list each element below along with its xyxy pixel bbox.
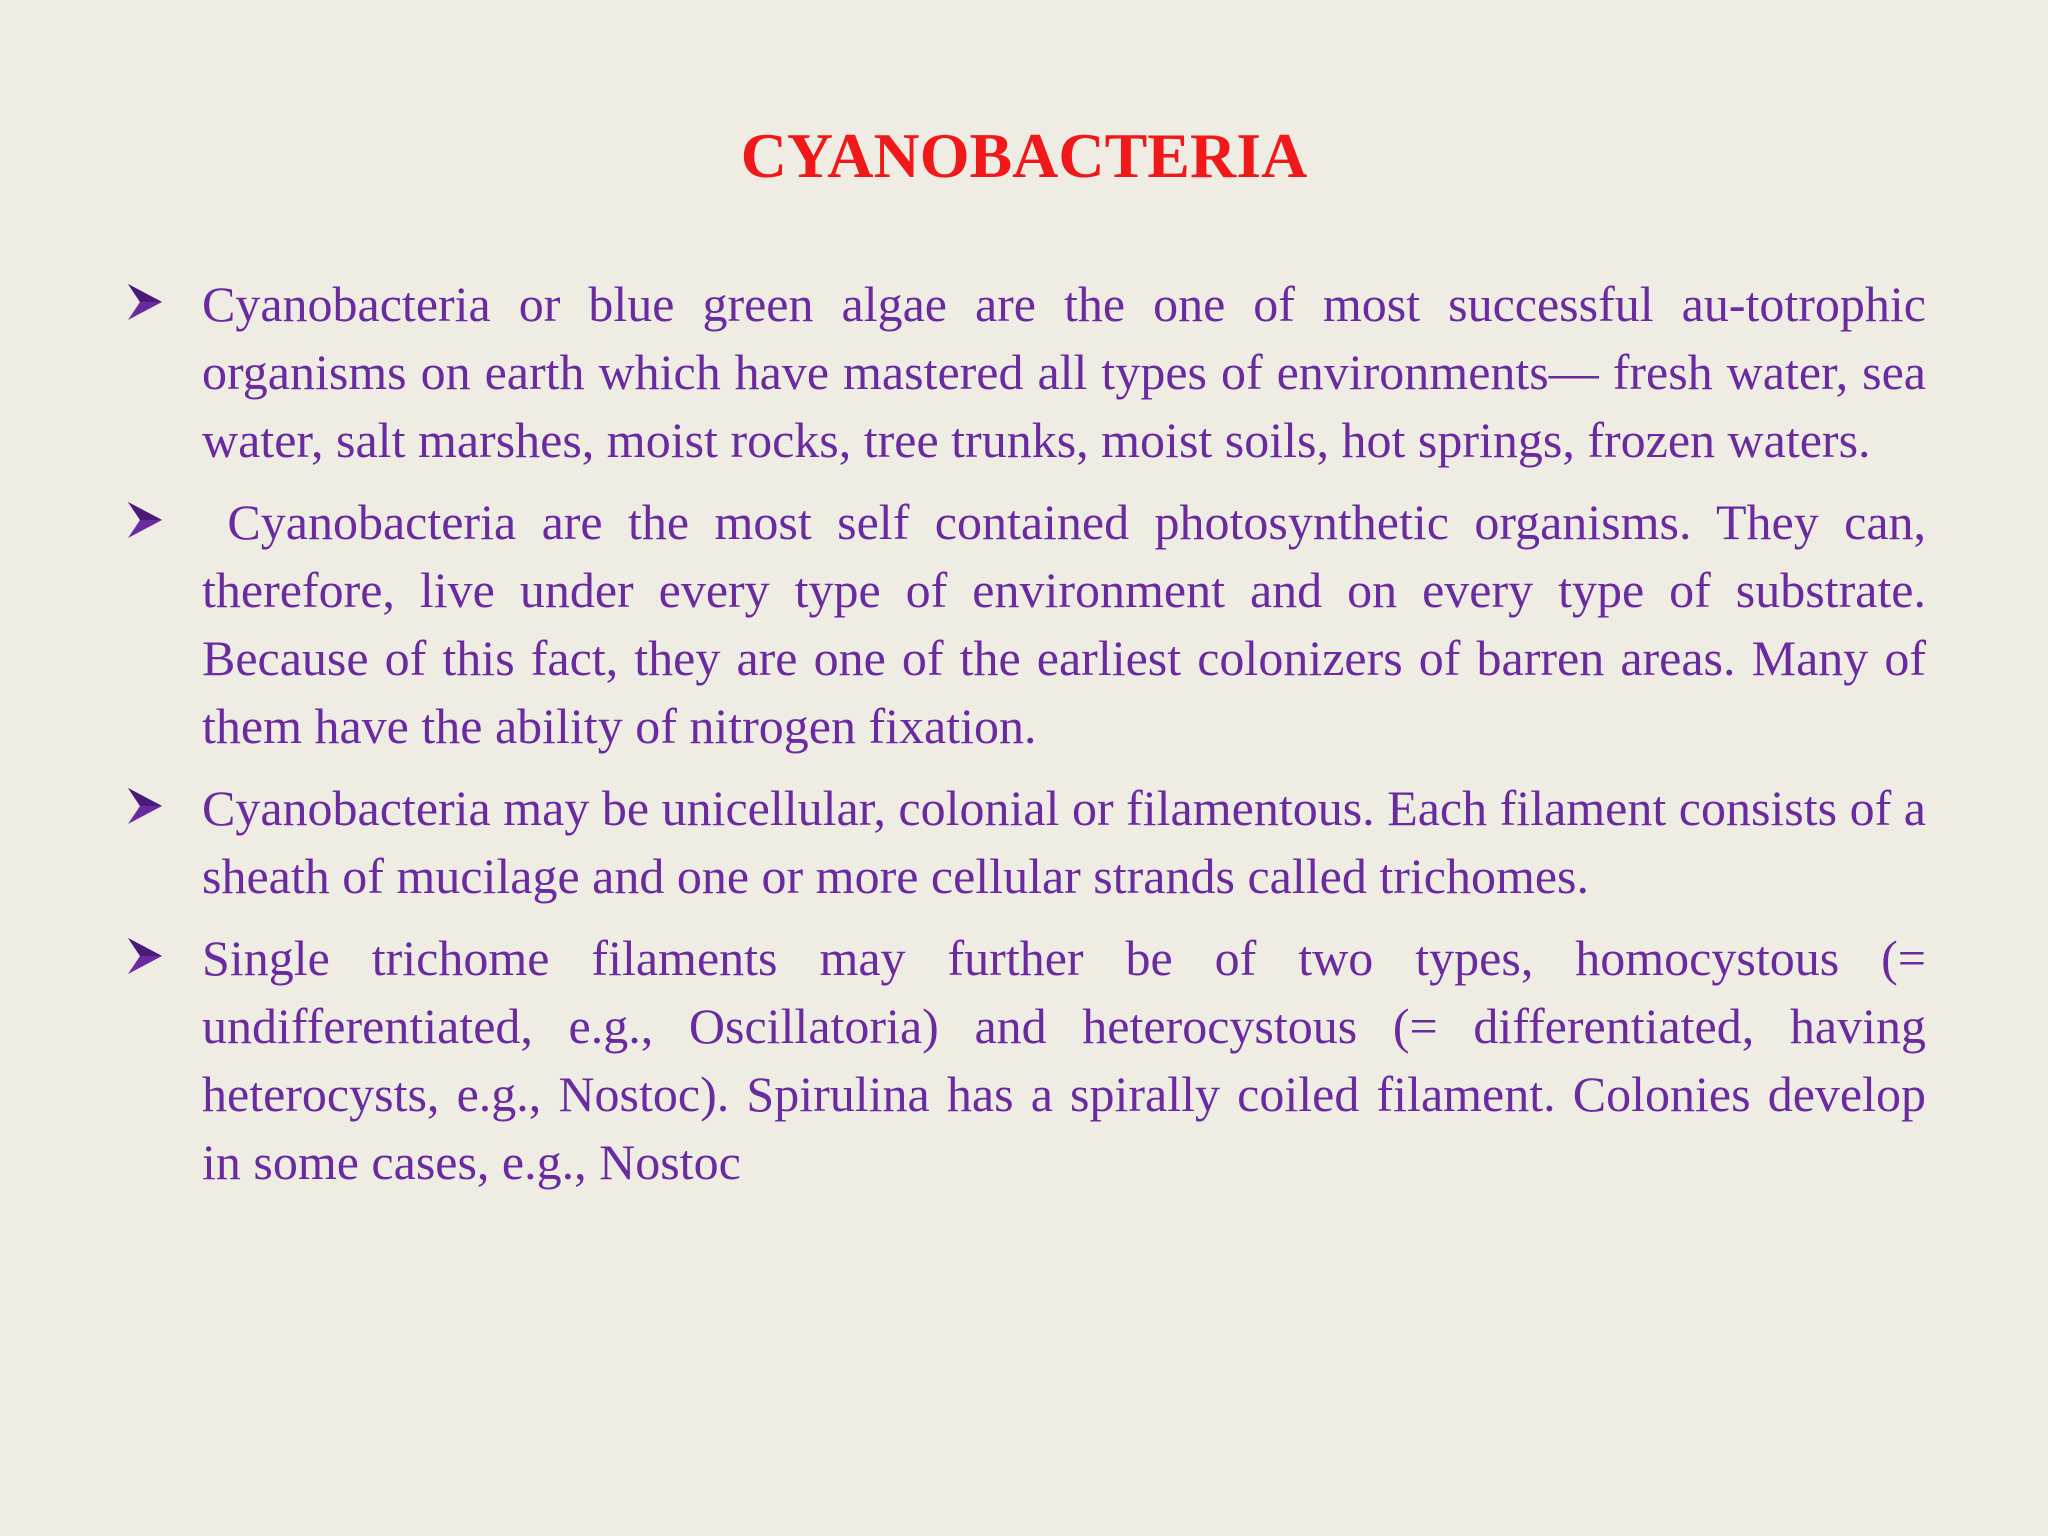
bullet-item: [120, 774, 1926, 910]
arrowhead-bullet-icon: [126, 500, 164, 540]
bullet-item: [120, 488, 1939, 760]
slide-title: CYANOBACTERIA: [740, 120, 1308, 191]
arrowhead-bullet-icon: [126, 282, 164, 322]
bullet-text: Cyanobacteria may be unicellular, colonial or filamentous. Each filament consists of a sheath of mucilage and one or more cellular strands called trichomes.: [202, 780, 1926, 904]
bullet-item: [120, 270, 1926, 474]
bullet-item: [120, 924, 1926, 1196]
arrowhead-bullet-icon: [126, 786, 164, 826]
bullet-text: Single trichome filaments may further be of two types, homocystous (= undifferentiated, e.g., Oscillatoria) and heterocystous (= differentiated, having heterocysts, e.g., Nostoc). Spirulina has a spirally coiled filament. Colonies develop in some cases, e.g., Nostoc: [202, 930, 1926, 1190]
bullet-text: Cyanobacteria are the most self contained photosynthetic organisms. They can, therefore, live under every type of environment and on every type of substrate. Because of this fact, they are one of the earliest colonizers of barren areas. Many of them have the ability of nitrogen fixation.: [202, 494, 1939, 754]
bullet-text: Cyanobacteria or blue green algae are the one of most successful au-totrophic organisms on earth which have mastered all types of environments— fresh water, sea water, salt marshes, moist rocks, tree trunks, moist soils, hot springs, frozen waters.: [202, 276, 1926, 468]
arrowhead-bullet-icon: [126, 936, 164, 976]
bullet-list: [120, 270, 1939, 1210]
